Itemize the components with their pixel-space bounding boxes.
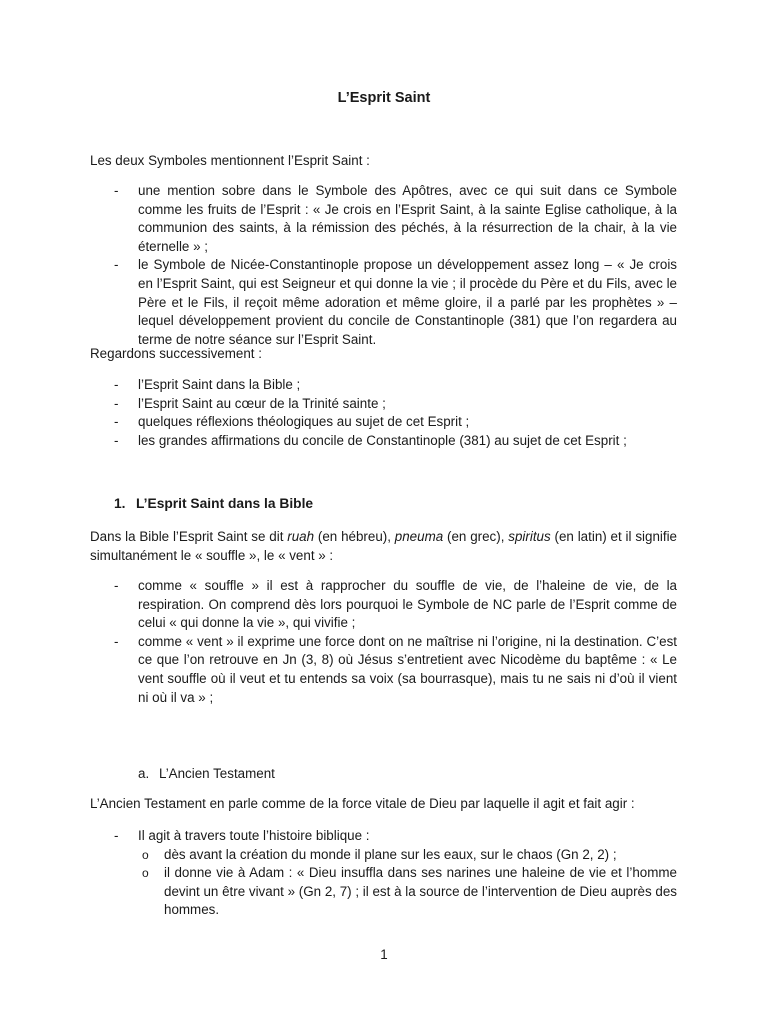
- plan-intro-paragraph: Regardons successivement :: [90, 346, 262, 361]
- list-item: - l’Esprit Saint dans la Bible ;: [90, 376, 677, 395]
- section-heading-text: L’Esprit Saint dans la Bible: [136, 496, 314, 511]
- sub-list-item: o il donne vie à Adam : « Dieu insuffla dans ses narines une haleine de vie et l’homme devint un être vivant » (Gn 2, 7) ; il est à la source de l’intervention de Dieu auprès des hommes.: [138, 864, 677, 920]
- subsection-number: a.: [138, 766, 150, 781]
- sub-list-item: o dès avant la création du monde il plane sur les eaux, sur le chaos (Gn 2, 2) ;: [138, 846, 677, 865]
- subsection-heading-text: L’Ancien Testament: [159, 766, 275, 781]
- list-item: - quelques réflexions théologiques au sujet de cet Esprit ;: [90, 413, 677, 432]
- section1-paragraph: Dans la Bible l’Esprit Saint se dit ruah (en hébreu), pneuma (en grec), spiritus (en latin) et il signifie simultanément le « souffle », le « vent » :: [90, 529, 678, 563]
- page-number: 1: [380, 947, 388, 962]
- subsection-list: [90, 827, 677, 920]
- list-item: - comme « vent » il exprime une force dont on ne maîtrise ni l’origine, ni la destination. C’est ce que l’on retrouve en Jn (3, 8) où Jésus s’entretient avec Nicodème du baptême : « Le vent souffle où il veut et tu entends sa voix (sa bourrasque), mais tu ne sais ni d’où il vient ni où il va » ;: [90, 633, 677, 707]
- plan-list: [90, 376, 677, 450]
- symbols-list: [90, 182, 677, 349]
- section-heading: [114, 495, 313, 514]
- subsection-paragraph: L’Ancien Testament en parle comme de la force vitale de Dieu par laquelle il agit et fait agir :: [90, 796, 635, 811]
- intro-paragraph: Les deux Symboles mentionnent l’Esprit Saint :: [90, 153, 370, 168]
- list-item: - comme « souffle » il est à rapprocher du souffle de vie, de l’haleine de vie, de la respiration. On comprend dès lors pourquoi le Symbole de NC parle de l’Esprit comme de celui « qui donne la vie », qui vivifie ;: [90, 577, 677, 633]
- list-item: - les grandes affirmations du concile de Constantinople (381) au sujet de cet Esprit ;: [90, 432, 677, 451]
- sub-list: [138, 846, 677, 920]
- list-item: [90, 827, 677, 920]
- list-item: - une mention sobre dans le Symbole des Apôtres, avec ce qui suit dans ce Symbole comme les fruits de l’Esprit : « Je crois en l’Esprit Saint, à la sainte Eglise catholique, à la communion des saints, à la rémission des péchés, à la résurrection de la chair, à la vie éternelle » ;: [90, 182, 677, 256]
- section1-list: [90, 577, 677, 707]
- list-item-text: Il agit à travers toute l’histoire biblique :: [138, 828, 370, 843]
- list-item: - le Symbole de Nicée-Constantinople propose un développement assez long – « Je crois en l’Esprit Saint, qui est Seigneur et qui donne la vie ; il procède du Père et du Fils, avec le Père et le Fils, il reçoit même adoration et même gloire, il a parlé par les prophètes » – lequel développement provient du concile de Constantinople (381) que l’on regardera au terme de notre séance sur l’Esprit Saint.: [90, 256, 677, 349]
- list-item: - l’Esprit Saint au cœur de la Trinité sainte ;: [90, 395, 677, 414]
- section-number: 1.: [114, 496, 126, 511]
- page-title: L’Esprit Saint: [337, 90, 431, 106]
- subsection-heading: [138, 765, 275, 784]
